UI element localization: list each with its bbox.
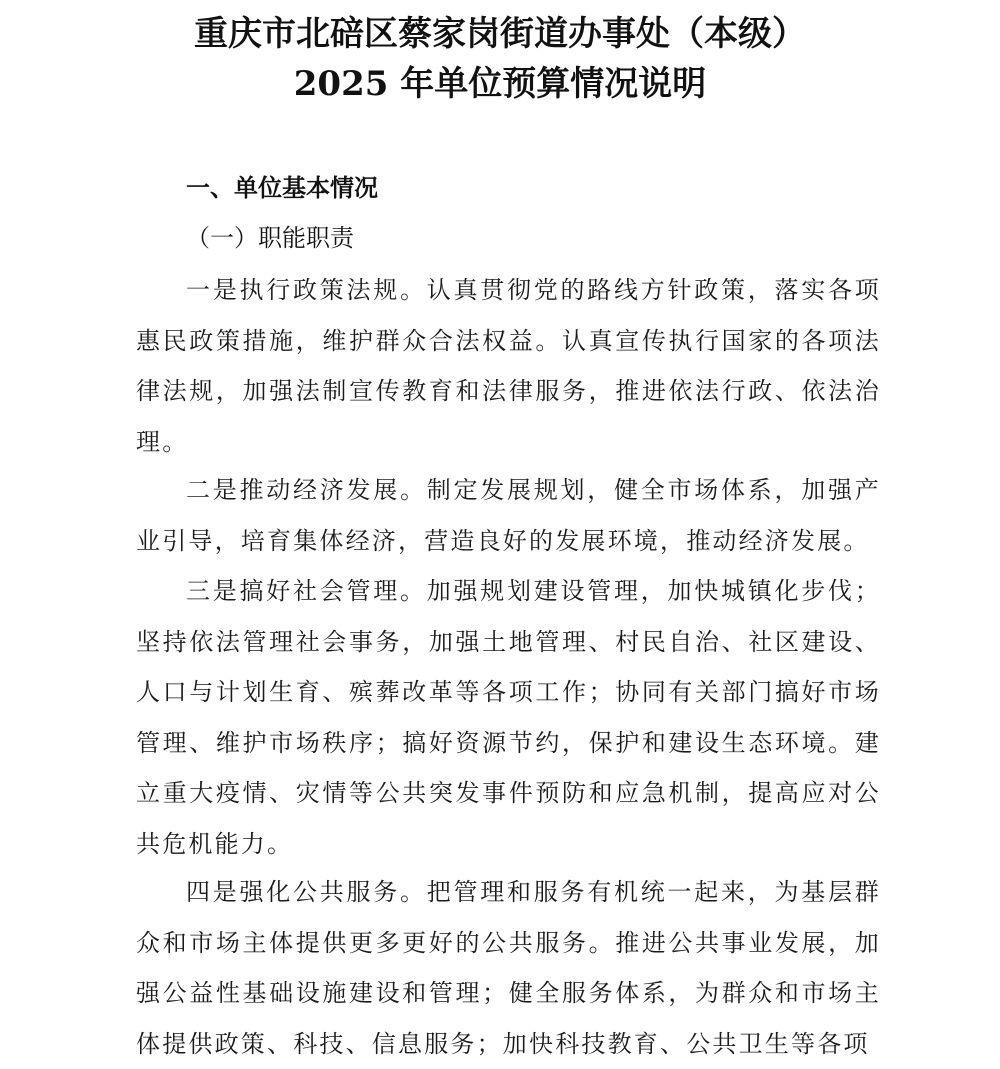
- paragraph-economy: 二是推动经济发展。制定发展规划，健全市场体系，加强产业引导，培育集体经济，营造良好的发展环境，推动经济发展。: [136, 476, 881, 555]
- document-title-line-1: 重庆市北碚区蔡家岗街道办事处（本级）: [194, 14, 806, 54]
- paragraph-public-service: 四是强化公共服务。把管理和服务有机统一起来，为基层群众和市场主体提供更多更好的公共服务。推进公共事业发展，加强公益性基础设施建设和管理；健全服务体系，为群众和市场主体提供政策、科技、信息服务；加快科技教育、公共卫生等各项: [136, 878, 881, 1058]
- paragraph-policy: 一是执行政策法规。认真贯彻党的路线方针政策，落实各项惠民政策措施，维护群众合法权益。认真宣传执行国家的各项法律法规，加强法制宣传教育和法律服务，推进依法行政、依法治理。: [136, 276, 881, 456]
- section-heading: 一、单位基本情况: [186, 174, 378, 202]
- subsection-heading: （一）职能职责: [186, 224, 354, 252]
- paragraph-social-management: 三是搞好社会管理。加强规划建设管理，加快城镇化步伐；坚持依法管理社会事务，加强土地管理、村民自治、社区建设、人口与计划生育、殡葬改革等各项工作；协同有关部门搞好市场管理、维护市场秩序；搞好资源节约，保护和建设生态环境。建立重大疫情、灾情等公共突发事件预防和应急机制，提高应对公共危机能力。: [136, 577, 881, 858]
- document-title-line-2: 2025 年单位预算情况说明: [293, 64, 707, 104]
